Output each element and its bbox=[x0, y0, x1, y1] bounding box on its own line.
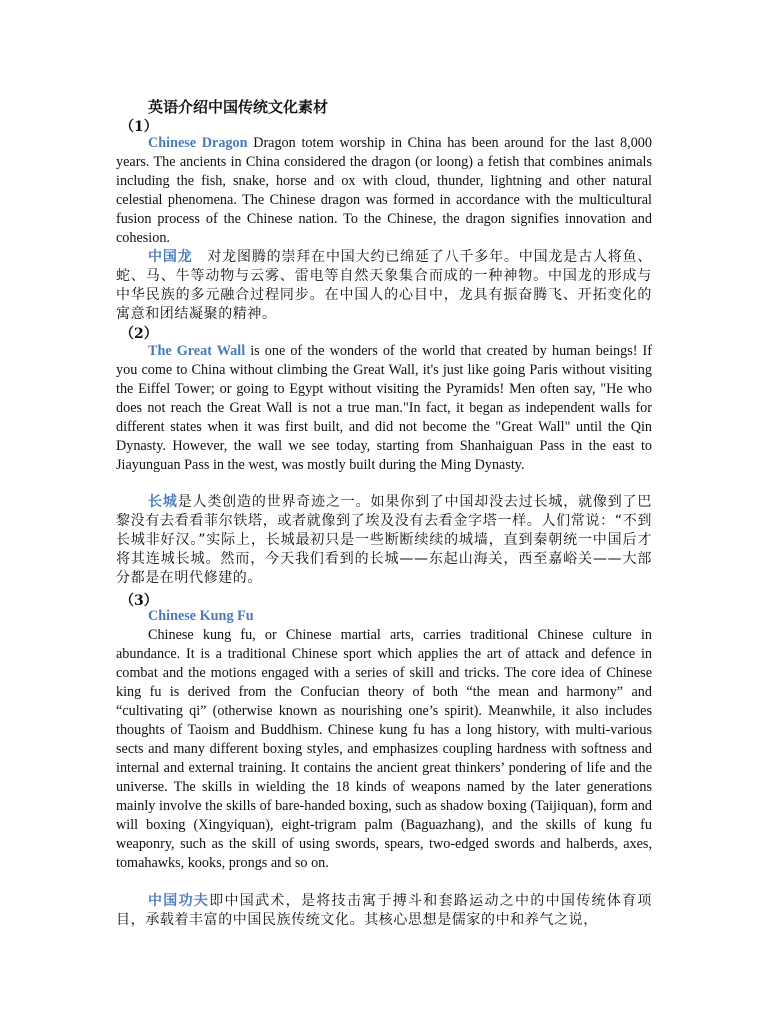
section-number-2: （2） bbox=[120, 326, 158, 342]
paragraph-great-wall-en bbox=[116, 342, 652, 475]
paragraph-text: 对龙图腾的崇拜在中国大约已绵延了八千多年。中国龙是古人将鱼、蛇、马、牛等动物与云雾、雷电等自然天象集合而成的一种神物。中国龙的形成与中华民族的多元融合过程同步。在中国人的心目中，龙具有振奋腾飞、开拓变化的寓意和团结凝聚的精神。 bbox=[116, 249, 652, 322]
page-title: 英语介绍中国传统文化素材 bbox=[148, 98, 329, 116]
term-changcheng: 长城 bbox=[148, 494, 178, 510]
heading-kung-fu: Chinese Kung Fu bbox=[148, 608, 254, 624]
paragraph-text: is one of the wonders of the world that created by human beings! If you come to China without climbing the Great Wall, it's just like going Paris without visiting the Eiffel Tower; or going to Egypt without visiting the Pyramids! Men often say, "He who does not reach the Great Wall is not a true man."In fact, it began as independent walls for different states when it was first built, and did not become the "Great Wall" until the Qin Dynasty. However, the wall we see today, starting from Shanhaiguan Pass in the east to Jiayunguan Pass in the west, was mostly built during the Ming Dynasty. bbox=[116, 343, 652, 473]
paragraph-text: 是人类创造的世界奇迹之一。如果你到了中国却没去过长城，就像到了巴黎没有去看看菲尔铁塔，或者就像到了埃及没有去看金字塔一样。人们常说：“不到长城非好汉。”实际上，长城最初只是一些断断续续的城墙，直到秦朝统一中国后才将其连城长城。然而，今天我们看到的长城——东起山海关，西至嘉峪关——大部分都是在明代修建的。 bbox=[116, 494, 653, 586]
term-chinese-dragon: Chinese Dragon bbox=[148, 135, 248, 151]
paragraph-text: 即中国武术，是将技击寓于搏斗和套路运动之中的中国传统体育项目，承载着丰富的中国民族传统文化。其核心思想是儒家的中和养气之说， bbox=[116, 893, 652, 928]
paragraph-text: Dragon totem worship in China has been around for the last 8,000 years. The ancients in China considered the dragon (or loong) a fetish that combines animals including the fish, snake, horse and ox with cloud, thunder, lightning and other natural celestial phenomena. The Chinese dragon was formed in accordance with the multicultural fusion process of the Chinese nation. To the Chinese, the dragon signifies innovation and cohesion. bbox=[116, 135, 652, 246]
term-zhongguogongfu: 中国功夫 bbox=[148, 893, 210, 909]
term-great-wall: The Great Wall bbox=[148, 343, 246, 359]
term-zhongguolong: 中国龙 bbox=[148, 249, 193, 265]
paragraph-dragon-en bbox=[116, 134, 652, 248]
section-number-3: （3） bbox=[120, 593, 158, 609]
section-number-1: （1） bbox=[120, 119, 158, 135]
paragraph-great-wall-zh bbox=[116, 493, 652, 588]
paragraph-kung-fu-en: Chinese kung fu, or Chinese martial arts, carries traditional Chinese culture in abundance. It is a traditional Chinese sport which applies the art of attack and defence in combat and the motions engaged with a series of skill and tricks. The core idea of Chinese king fu is derived from the Confucian theory of both “the mean and harmony” and “cultivating qi” (otherwise known as nourishing one’s spirit). Meanwhile, it also includes thoughts of Taoism and Buddhism. Chinese kung fu has a long history, with multi-various sects and many different boxing styles, and emphasizes coupling hardness with softness and internal and external training. It contains the ancient great thinkers’ pondering of life and the universe. The skills in wielding the 18 kinds of weapons named by the later generations mainly involve the skills of bare-handed boxing, such as shadow boxing (Taijiquan), form and will boxing (Xingyiquan), eight-trigram palm (Baguazhang), and the skills of kung fu weaponry, such as the skill of using swords, spears, two-edged swords and halberds, axes, tomahawks, kooks, prongs and so on. bbox=[116, 627, 652, 871]
paragraph-kung-fu-zh bbox=[116, 892, 652, 930]
paragraph-dragon-zh bbox=[116, 248, 652, 324]
